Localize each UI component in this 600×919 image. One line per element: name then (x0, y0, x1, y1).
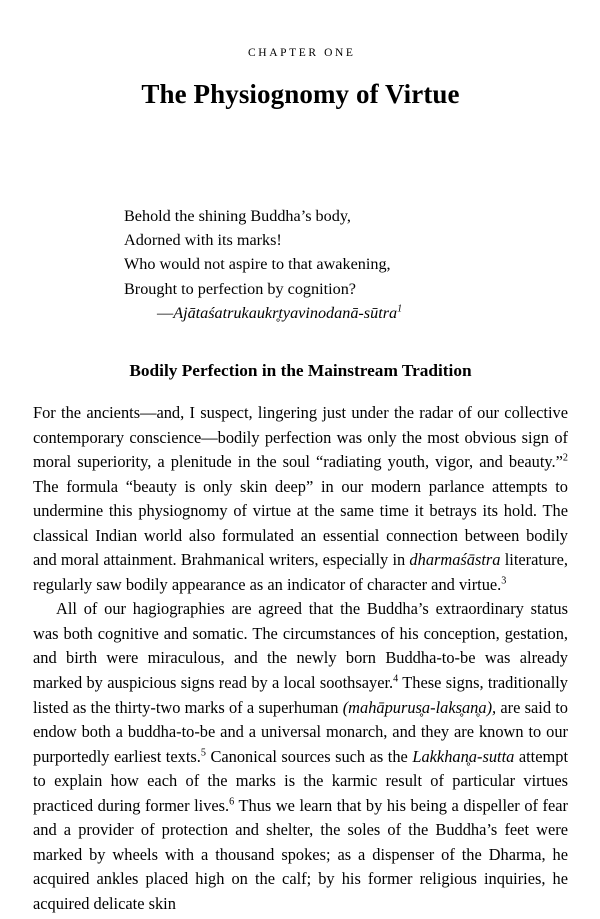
chapter-label: CHAPTER ONE (248, 47, 356, 59)
epigraph-attribution (157, 301, 528, 325)
footnote-marker: 2 (562, 452, 568, 464)
emphasis-term: (mahāpurus̥a-laks̥an̥a), (342, 697, 497, 717)
text-run: The formula “beauty is only skin deep” in our modern parlance attempts to undermine this physiognomy of virtue at the same time it betrays its hold. The classical Indian world also formulated an essential connection between bodily and moral attainment. Brahmanical writers, especially in (33, 476, 568, 570)
page-title: The Physiognomy of Virtue (141, 79, 460, 109)
emphasis-term: dharmaśāstra (409, 550, 501, 570)
page-content (33, 0, 568, 917)
paragraph-2 (33, 597, 568, 916)
footnote-marker: 3 (501, 575, 507, 587)
text-run: literature, regularly saw bodily appearance as an indicator of character and virtue. (33, 550, 568, 594)
attribution-dash: — (157, 303, 174, 322)
section-heading: Bodily Perfection in the Mainstream Tradition (129, 361, 472, 381)
text-run: are said to endow both a buddha-to-be and a universal monarch, and they are known to our purportedly earliest texts. (33, 697, 568, 766)
epigraph-line: Brought to perfection by cognition? (124, 279, 356, 298)
text-run: Canonical sources such as the (205, 746, 413, 766)
text-run: attempt to explain how each of the marks is the karmic result of particular virtues practiced during former lives. (33, 746, 568, 815)
footnote-marker: 5 (200, 747, 206, 759)
text-run: For the ancients—and, I suspect, lingering just under the radar of our collective contemporary conscience—bodily perfection was only the most obvious sign of moral superiority, a plenitude in the soul “radiating youth, vigor, and beauty.” (33, 403, 568, 472)
text-run: Thus we learn that by his being a dispeller of fear and a provider of protection and shelter, the soles of the Buddha’s feet were marked by wheels with a thousand spokes; as a dispenser of the Dharma, he acquired ankles placed high on the calf; by his former religious inquiries, he acquired delicate skin (33, 795, 568, 913)
paragraph-1 (33, 401, 568, 597)
epigraph-line: Who would not aspire to that awakening, (124, 255, 391, 274)
text-run: All of our hagiographies are agreed that the Buddha’s extraordinary status was both cognitive and somatic. The circumstances of his conception, gestation, and birth were miraculous, and the newly born Buddha-to-be was already marked by auspicious signs read by a local soothsayer. (33, 599, 568, 693)
attribution-source: Ajātaśatrukaukr̥tyavinodanā-sūtra (173, 303, 398, 322)
epigraph-line: Adorned with its marks! (124, 231, 282, 250)
epigraph-line: Behold the shining Buddha’s body, (124, 207, 351, 225)
footnote-marker: 6 (229, 796, 235, 808)
body-text (33, 401, 568, 916)
footnote-marker: 4 (393, 673, 399, 685)
text-run: These signs, traditionally listed as the thirty-two marks of a superhuman (33, 673, 568, 717)
epigraph-block (124, 204, 528, 325)
footnote-marker: 1 (397, 303, 403, 315)
emphasis-term: Lakkhan̥a-sutta (412, 746, 515, 766)
